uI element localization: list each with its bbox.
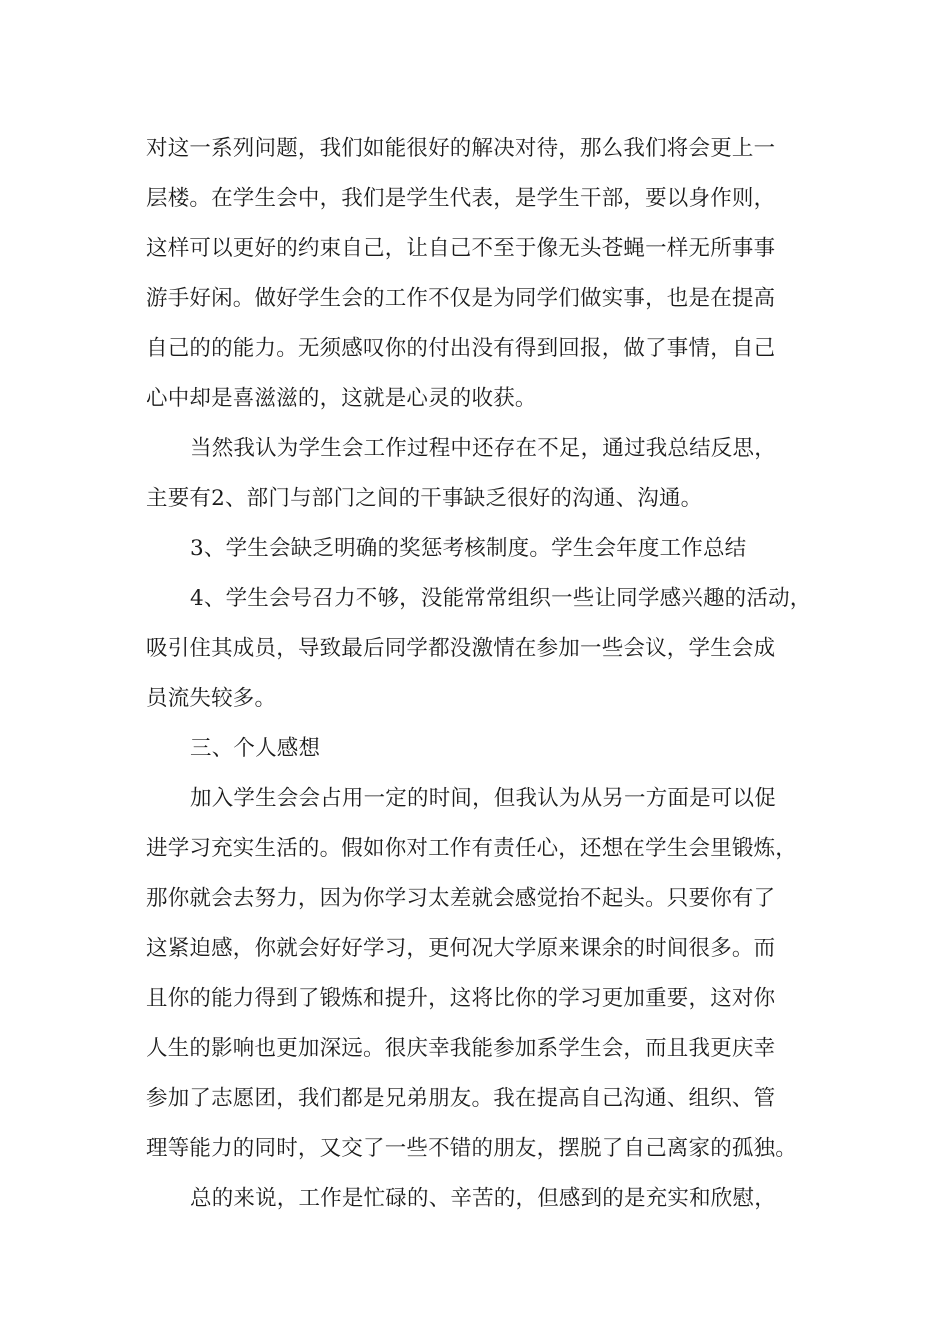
text-line: 这样可以更好的约束自己，让自己不至于像无头苍蝇一样无所事事	[146, 236, 776, 261]
section-heading: 三、个人感想	[190, 736, 321, 761]
text-line: 这紧迫感，你就会好好学习，更何况大学原来课余的时间很多。而	[146, 936, 776, 961]
paragraph-start-line: 3、学生会缺乏明确的奖惩考核制度。学生会年度工作总结	[190, 536, 747, 561]
text-line: 那你就会去努力，因为你学习太差就会感觉抬不起头。只要你有了	[146, 886, 776, 911]
text-line: 对这一系列问题，我们如能很好的解决对待，那么我们将会更上一	[146, 136, 776, 161]
text-line: 层楼。在学生会中，我们是学生代表，是学生干部，要以身作则，	[146, 186, 776, 211]
text-line: 心中却是喜滋滋的，这就是心灵的收获。	[146, 386, 537, 411]
paragraph-start-line: 4、学生会号召力不够，没能常常组织一些让同学感兴趣的活动，	[190, 586, 812, 611]
text-line: 人生的影响也更加深远。很庆幸我能参加系学生会，而且我更庆幸	[146, 1036, 776, 1061]
paragraph-start-line: 总的来说，工作是忙碌的、辛苦的，但感到的是充实和欣慰，	[190, 1186, 776, 1211]
text-line: 员流失较多。	[146, 686, 277, 711]
text-line: 理等能力的同时，又交了一些不错的朋友，摆脱了自己离家的孤独。	[146, 1136, 798, 1161]
text-line: 且你的能力得到了锻炼和提升，这将比你的学习更加重要，这对你	[146, 986, 776, 1011]
text-line: 吸引住其成员，导致最后同学都没激情在参加一些会议，学生会成	[146, 636, 776, 661]
text-line: 进学习充实生活的。假如你对工作有责任心，还想在学生会里锻炼，	[146, 836, 798, 861]
text-line: 参加了志愿团，我们都是兄弟朋友。我在提高自己沟通、组织、管	[146, 1086, 776, 1111]
text-line: 游手好闲。做好学生会的工作不仅是为同学们做实事，也是在提高	[146, 286, 776, 311]
text-line: 主要有2、部门与部门之间的干事缺乏很好的沟通、沟通。	[146, 486, 703, 511]
text-line: 自己的的能力。无须感叹你的付出没有得到回报，做了事情，自己	[146, 336, 776, 361]
body-text	[146, 124, 810, 1224]
paragraph-start-line: 加入学生会会占用一定的时间，但我认为从另一方面是可以促	[190, 786, 776, 811]
paragraph-start-line: 当然我认为学生会工作过程中还存在不足，通过我总结反思，	[190, 436, 776, 461]
